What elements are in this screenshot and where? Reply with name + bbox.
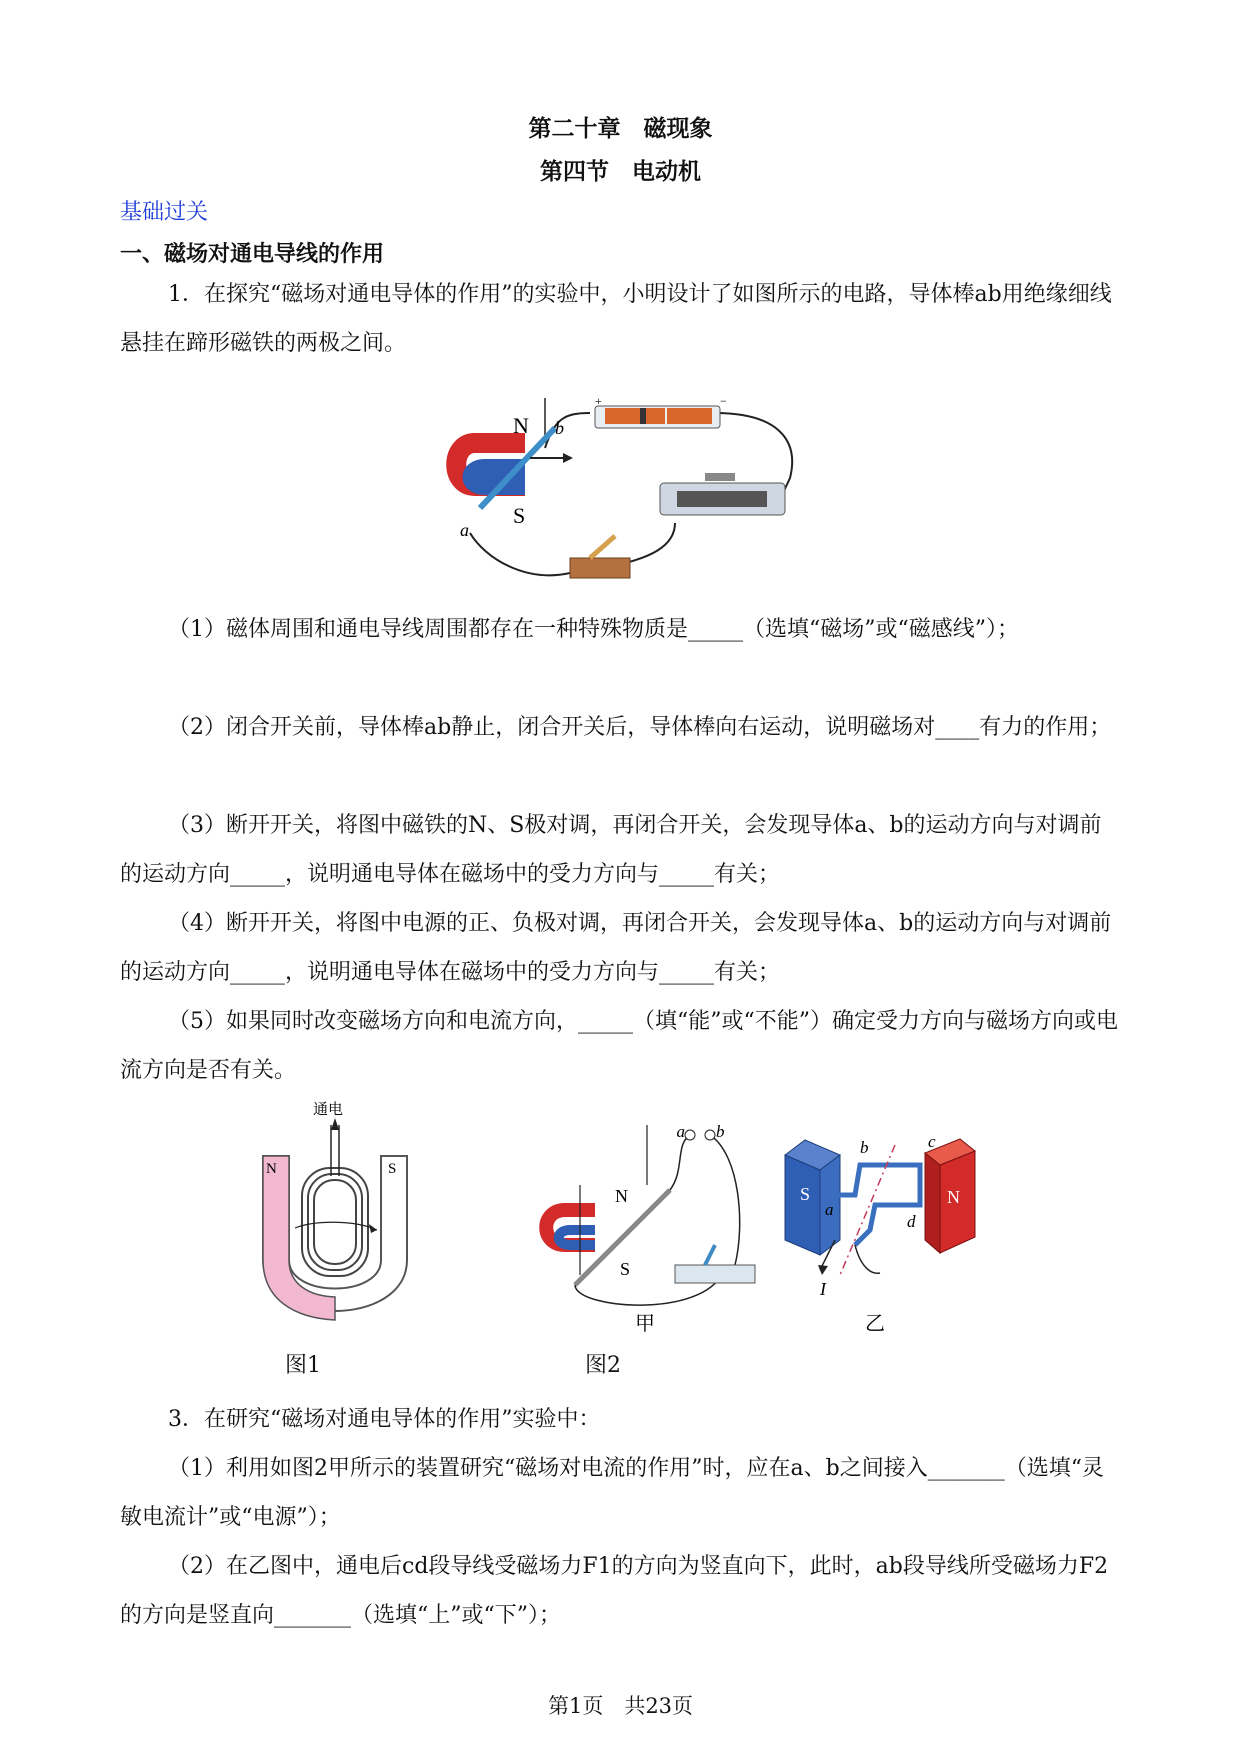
q1-item-1: （1）磁体周围和通电导线周围都存在一种特殊物质是_____（选填“磁场”或“磁感线”）； [168, 617, 1019, 642]
fig2-yi-s-label: S [800, 1184, 811, 1204]
q1-item-3: （3）断开开关，将图中磁铁的N、S极对调，再闭合开关，会发现导体a、b的运动方向与对调前的运动方向_____，说明通电导体在磁场中的受力方向与_____有关； [120, 813, 1102, 887]
q3-stem: 3．在研究“磁场对通电导体的作用”实验中： [168, 1407, 601, 1432]
fig2-b-label: b [716, 1125, 725, 1141]
fig2-a-label: a [676, 1125, 685, 1141]
sub-heading: 一、磁场对通电导线的作用 [120, 242, 385, 267]
rod-b-label: b [555, 418, 564, 438]
fig2-yi-caption: 乙 [865, 1313, 885, 1335]
q1-stem: 1．在探究“磁场对通电导体的作用”的实验中，小明设计了如图所示的电路，导体棒ab用绝缘细线悬挂在蹄形磁铁的两极之间。 [120, 282, 1112, 356]
fig1-s-label: S [388, 1161, 397, 1177]
fig2-jia-n-label: N [615, 1186, 628, 1206]
section-title: 第四节 电动机 [540, 158, 701, 185]
rod-a-label: a [460, 520, 469, 540]
chapter-title: 第二十章 磁现象 [528, 115, 713, 142]
fig2-yi-d-label: d [907, 1212, 916, 1231]
fig2-jia-s-label: S [620, 1259, 631, 1279]
fig2-yi-b-label: b [860, 1138, 869, 1157]
plus-label: + [595, 398, 602, 408]
q1-item-4: （4）断开开关，将图中电源的正、负极对调，再闭合开关，会发现导体a、b的运动方向与对调前的运动方向_____，说明通电导体在磁场中的受力方向与_____有关； [120, 911, 1112, 985]
figure-1 [255, 1100, 415, 1335]
minus-label: − [720, 398, 727, 408]
figure-2 [535, 1125, 1010, 1340]
magnet-n-label: N [513, 413, 529, 438]
q3-item-1: （1）利用如图2甲所示的装置研究“磁场对电流的作用”时，应在a、b之间接入_______（选填“灵敏电流计”或“电源”）； [120, 1456, 1104, 1530]
magnet-s-label: S [513, 503, 526, 528]
q1-item-2: （2）闭合开关前，导体棒ab静止，闭合开关后，导体棒向右运动，说明磁场对____有力的作用； [168, 715, 1112, 740]
circuit-figure [445, 398, 805, 588]
fig2-jia-caption: 甲 [635, 1313, 655, 1335]
fig1-tongdian-label: 通电 [313, 1102, 344, 1118]
basic-heading: 基础过关 [120, 200, 209, 225]
fig1-n-label: N [266, 1161, 277, 1177]
figure-2-caption: 图2 [585, 1353, 621, 1378]
q3-item-2: （2）在乙图中，通电后cd段导线受磁场力F1的方向为竖直向下，此时，ab段导线所受磁场力F2的方向是竖直向_______（选填“上”或“下”）； [120, 1554, 1109, 1628]
fig2-yi-n-label: N [947, 1187, 960, 1207]
fig2-yi-c-label: c [928, 1132, 936, 1151]
fig2-current-label: I [820, 1279, 826, 1299]
figure-1-caption: 图1 [285, 1353, 321, 1378]
page-footer: 第1页 共23页 [547, 1694, 694, 1718]
fig2-yi-a-label: a [825, 1200, 834, 1219]
q1-item-5: （5）如果同时改变磁场方向和电流方向，_____（填“能”或“不能”）确定受力方向与磁场方向或电流方向是否有关。 [120, 1009, 1118, 1083]
